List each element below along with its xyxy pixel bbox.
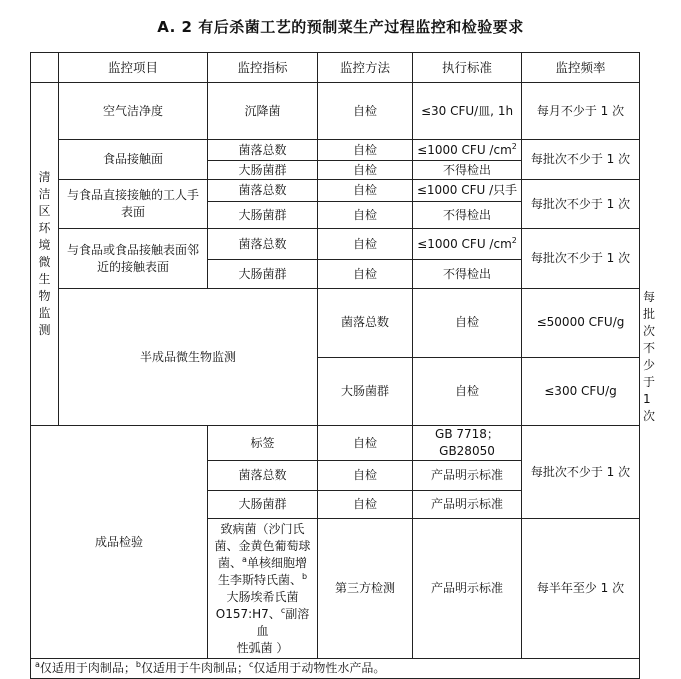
header-standard: 执行标准	[413, 53, 522, 83]
method-cell: 第三方检测	[318, 519, 413, 659]
frequency-cell: 每月不少于 1 次	[522, 83, 640, 140]
frequency-cell: 每半年至少 1 次	[522, 519, 640, 659]
item-cell: 食品接触面	[59, 140, 208, 180]
footnote-row	[31, 659, 640, 679]
standard-cell: ≤1000 CFU $/cm^2$	[413, 229, 522, 260]
item-cell: 半成品微生物监测	[59, 289, 318, 426]
frequency-cell: 每批次不少于 1 次	[522, 229, 640, 289]
table-row	[31, 180, 640, 202]
method-cell: 自检	[318, 140, 413, 161]
table-row	[31, 229, 640, 260]
header-frequency: 监控频率	[522, 53, 640, 83]
indicator-cell: 大肠菌群	[208, 202, 318, 229]
item-cell: 与食品直接接触的工人手表面	[59, 180, 208, 229]
indicator-cell: 菌落总数	[318, 289, 413, 358]
indicator-cell: 菌落总数	[208, 180, 318, 202]
item-cell: 空气洁净度	[59, 83, 208, 140]
table-row	[31, 140, 640, 161]
method-cell: 自检	[318, 161, 413, 180]
method-cell: 自检	[318, 426, 413, 461]
frequency-cell: 每批次不少于 1 次	[522, 180, 640, 229]
method-cell: 自检	[318, 229, 413, 260]
pathogen-indicator-cell: 致病菌（沙门氏 菌、金黄色葡萄球 菌、$^a$单核细胞增 生李斯特氏菌、$^b$ 大肠埃希氏菌 O157:H7、$^c$副溶血 性弧菌 ）	[208, 519, 318, 659]
standard-cell: 产品明示标准	[413, 519, 522, 659]
standard-cell: 产品明示标准	[413, 461, 522, 491]
method-cell: 自检	[318, 180, 413, 202]
indicator-cell: 沉降菌	[208, 83, 318, 140]
footnote: $^a$仅适用于肉制品；$^b$仅适用于牛肉制品；$^c$仅适用于动物性水产品。	[31, 659, 640, 679]
table-row: 半成品微生物监测 菌落总数 自检 ≤50000 CFU/g 每批次不少于 1 次	[31, 289, 640, 358]
standard-cell: ≤300 CFU/g	[522, 357, 640, 426]
standard-cell: 不得检出	[413, 161, 522, 180]
indicator-cell: 大肠菌群	[208, 491, 318, 519]
method-cell: 自检	[413, 357, 522, 426]
header-method: 监控方法	[318, 53, 413, 83]
indicator-cell: 菌落总数	[208, 229, 318, 260]
indicator-cell: 大肠菌群	[208, 260, 318, 289]
method-cell: 自检	[318, 83, 413, 140]
header-blank	[31, 53, 59, 83]
frequency-cell: 每批次不少于 1 次	[522, 140, 640, 180]
method-cell: 自检	[318, 260, 413, 289]
indicator-cell: 菌落总数	[208, 140, 318, 161]
method-cell: 自检	[318, 491, 413, 519]
header-indicator: 监控指标	[208, 53, 318, 83]
item-cell: 成品检验	[31, 426, 208, 659]
indicator-cell: 菌落总数	[208, 461, 318, 491]
standard-cell: ≤1000 CFU $/cm^2$	[413, 140, 522, 161]
standard-cell: 不得检出	[413, 202, 522, 229]
header-row	[31, 53, 640, 83]
item-cell: 与食品或食品接触表面邻近的接触表面	[59, 229, 208, 289]
standard-cell: ≤30 CFU/皿, 1h	[413, 83, 522, 140]
method-cell: 自检	[413, 289, 522, 358]
indicator-cell: 大肠菌群	[208, 161, 318, 180]
table-title: A. 2 有后杀菌工艺的预制菜生产过程监控和检验要求	[157, 18, 524, 36]
standard-cell: GB 7718；GB28050	[413, 426, 522, 461]
monitoring-table	[30, 52, 656, 679]
standard-cell: 产品明示标准	[413, 491, 522, 519]
standard-cell: ≤1000 CFU /只手	[413, 180, 522, 202]
table-row	[31, 426, 640, 461]
standard-cell: 不得检出	[413, 260, 522, 289]
table-row	[31, 83, 640, 140]
method-cell: 自检	[318, 202, 413, 229]
indicator-cell: 大肠菌群	[318, 357, 413, 426]
standard-cell: ≤50000 CFU/g	[522, 289, 640, 358]
header-item: 监控项目	[59, 53, 208, 83]
method-cell: 自检	[318, 461, 413, 491]
env-group-label: 清 洁 区 环 境 微 生 物 监 测	[31, 83, 59, 426]
frequency-cell: 每批次不少于 1 次	[522, 426, 640, 519]
indicator-cell: 标签	[208, 426, 318, 461]
